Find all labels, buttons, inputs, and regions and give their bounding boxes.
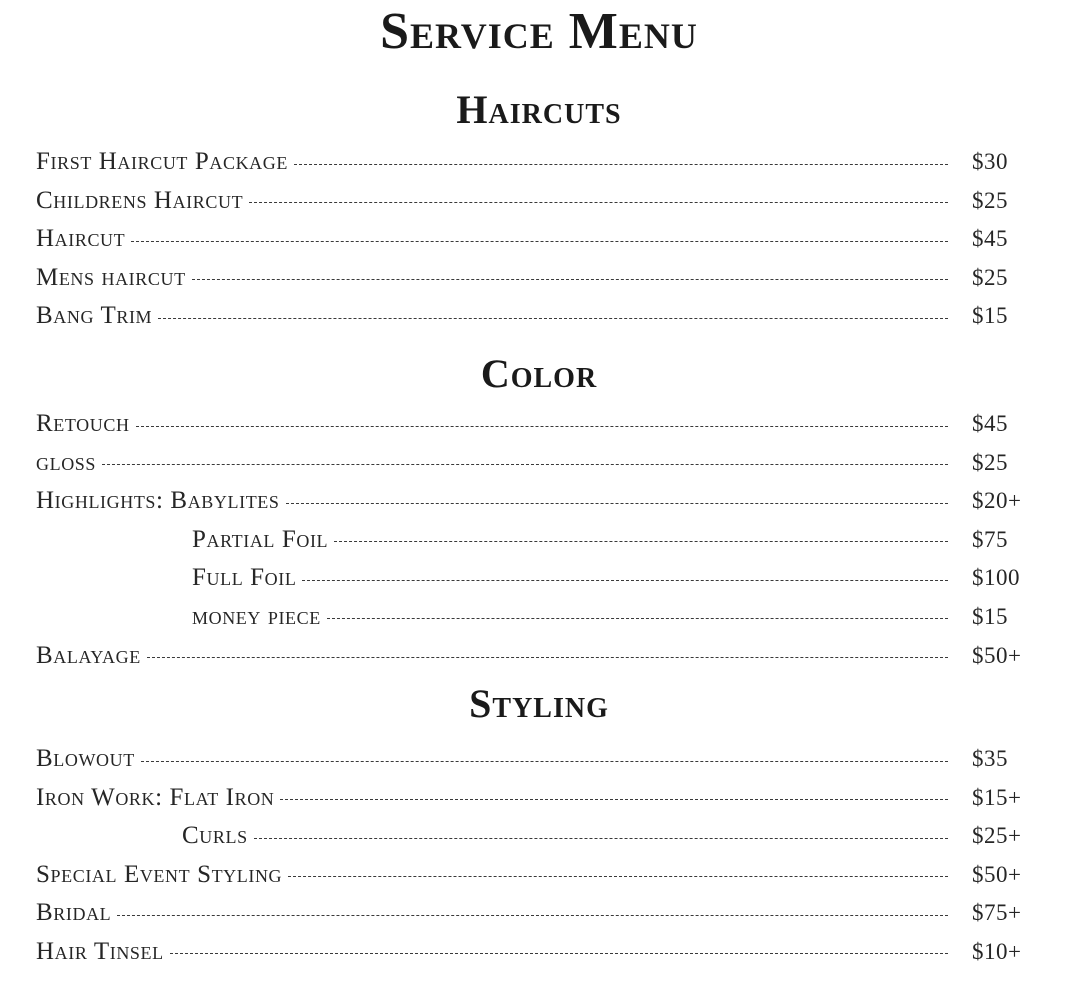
item-price: $25 <box>972 449 1008 475</box>
dotted-leader <box>170 953 948 954</box>
styling-list <box>0 740 1078 972</box>
dotted-leader <box>286 503 948 504</box>
item-price: $100 <box>972 565 1020 591</box>
item-name: money piece <box>192 602 321 630</box>
item-name: Bang Trim <box>36 302 153 330</box>
menu-item <box>0 297 1078 336</box>
menu-item <box>0 444 1078 483</box>
menu-item <box>0 637 1078 676</box>
dotted-leader <box>288 876 948 877</box>
dotted-leader <box>131 241 948 242</box>
dotted-leader <box>249 202 948 203</box>
menu-item <box>0 933 1078 972</box>
item-price: $25 <box>972 187 1008 213</box>
item-price: $15+ <box>972 784 1022 810</box>
item-price: $15 <box>972 303 1008 329</box>
item-price: $30 <box>972 149 1008 174</box>
item-name: First Haircut Package <box>36 148 288 175</box>
dotted-leader <box>117 915 948 916</box>
item-name: Hair Tinsel <box>36 937 164 965</box>
section-heading-color: Color <box>480 351 598 396</box>
menu-item <box>0 856 1078 895</box>
item-price: $25 <box>972 264 1008 290</box>
item-price: $75+ <box>972 900 1022 926</box>
menu-item <box>0 143 1078 182</box>
dotted-leader <box>302 580 948 581</box>
dotted-leader <box>192 279 948 280</box>
item-name: Curls <box>182 822 248 850</box>
menu-item <box>0 405 1078 444</box>
dotted-leader <box>102 464 948 465</box>
menu-item <box>0 182 1078 221</box>
item-price: $75 <box>972 526 1008 552</box>
item-price: $15 <box>972 603 1008 629</box>
dotted-leader <box>141 761 948 762</box>
item-name: gloss <box>36 448 97 476</box>
item-price: $45 <box>972 226 1008 252</box>
item-name: Blowout <box>36 745 135 772</box>
menu-item-sub <box>0 598 1078 637</box>
item-name: Childrens Haircut <box>36 186 244 214</box>
dotted-leader <box>136 426 948 427</box>
section-heading-haircuts: Haircuts <box>456 87 622 132</box>
menu-item-sub <box>0 521 1078 560</box>
item-price: $50+ <box>972 861 1022 887</box>
dotted-leader <box>294 164 948 165</box>
menu-item <box>0 482 1078 521</box>
menu-title: Service Menu <box>380 3 698 60</box>
item-price: $10+ <box>972 938 1022 964</box>
menu-item <box>0 894 1078 933</box>
item-name: Mens haircut <box>36 263 186 291</box>
dotted-leader <box>158 318 948 319</box>
item-name: Partial Foil <box>192 525 329 553</box>
section-heading-styling: Styling <box>469 681 609 726</box>
item-name: Iron Work: Flat Iron <box>36 783 275 811</box>
item-name: Highlights: Babylites <box>36 487 280 515</box>
item-price: $45 <box>972 411 1008 436</box>
item-price: $25+ <box>972 823 1022 849</box>
item-name: Haircut <box>36 225 126 253</box>
menu-item-sub <box>0 817 1078 856</box>
dotted-leader <box>334 541 948 542</box>
menu-item <box>0 779 1078 818</box>
item-name: Full Foil <box>192 564 297 592</box>
item-price: $50+ <box>972 642 1022 668</box>
item-name: Balayage <box>36 641 141 669</box>
menu-item-sub <box>0 559 1078 598</box>
item-price: $20+ <box>972 488 1022 514</box>
item-name: Special Event Styling <box>36 860 283 888</box>
dotted-leader <box>254 838 948 839</box>
menu-item <box>0 259 1078 298</box>
item-name: Bridal <box>36 899 112 927</box>
dotted-leader <box>280 799 948 800</box>
haircuts-list <box>0 143 1078 336</box>
item-price: $35 <box>972 746 1008 771</box>
dotted-leader <box>327 618 948 619</box>
item-name: Retouch <box>36 410 130 437</box>
menu-item <box>0 740 1078 779</box>
menu-item <box>0 220 1078 259</box>
dotted-leader <box>147 657 948 658</box>
color-list <box>0 405 1078 675</box>
